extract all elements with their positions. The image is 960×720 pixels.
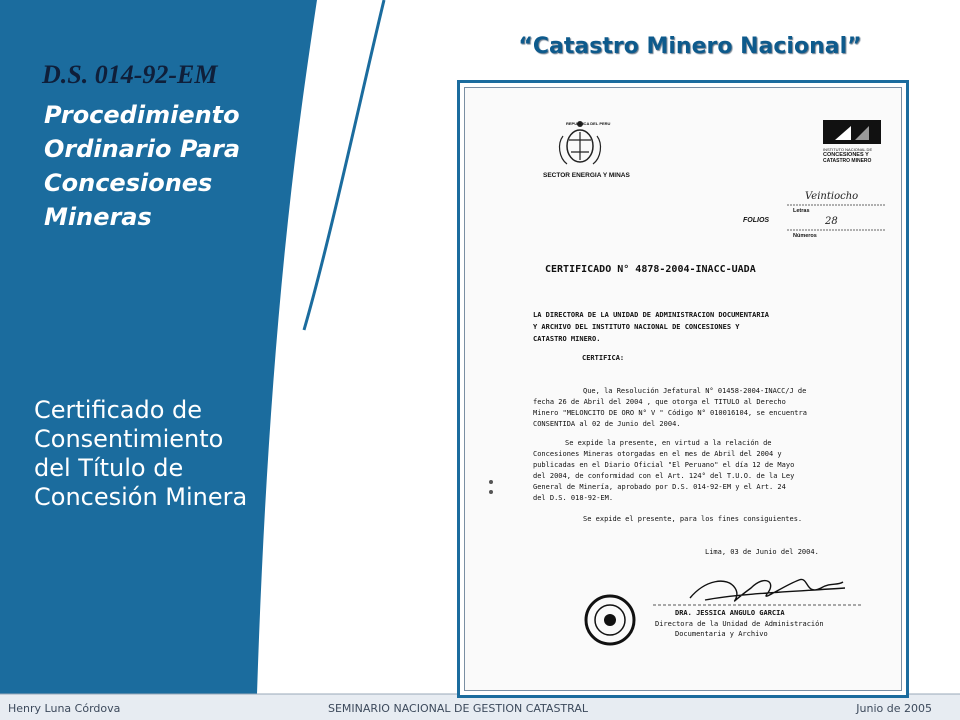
slide-title: “Catastro Minero Nacional”	[518, 34, 862, 59]
institute-line-2: CONCESIONES Y	[823, 152, 869, 158]
signature-scribble	[690, 579, 845, 601]
footer-date: Junio de 2005	[856, 702, 932, 715]
institute-line-3: CATASTRO MINERO	[823, 158, 872, 164]
folios-letters-label: Letras	[793, 208, 810, 214]
body-p2-line-4: del 2004, de conformidad con el Art. 124° del T.U.O. de la Ley	[533, 472, 795, 480]
folios-label: FOLIOS	[743, 217, 770, 224]
body-p2-line-5: General de Minería, aprobado por D.S. 014-92-EM y el Art. 24	[533, 483, 786, 491]
certifies-label: CERTIFICA:	[582, 354, 625, 362]
director-intro-line-1: LA DIRECTORA DE LA UNIDAD DE ADMINISTRACION DOCUMENTARIA	[533, 311, 770, 319]
body-p2-line-3: publicadas en el Diario Oficial "El Peruano" el día 12 de Mayo	[533, 461, 795, 469]
footer-event: SEMINARIO NACIONAL DE GESTION CATASTRAL	[328, 702, 588, 715]
punch-mark	[489, 490, 493, 494]
certificate-subtitle: Certificado de Consentimiento del Título de Concesión Minera	[34, 396, 248, 511]
body-p1-line-1: Que, la Resolución Jefatural N° 01458-2004-INACC/J de	[583, 387, 807, 395]
swoosh-line	[304, 0, 384, 330]
body-p1-line-2: fecha 26 de Abril del 2004 , que otorga el TITULO al Derecho	[533, 398, 786, 406]
peru-coat-of-arms-icon	[560, 121, 601, 164]
certificate-number: CERTIFICADO N° 4878-2004-INACC-UADA	[545, 264, 756, 275]
folios-number-handwritten: 28	[825, 216, 838, 227]
emblem-caption: REPUBLICA DEL PERU	[566, 121, 611, 126]
body-p2-line-2: Concesiones Mineras otorgadas en el mes de Abril del 2004 y	[533, 450, 782, 458]
director-intro-line-2: Y ARCHIVO DEL INSTITUTO NACIONAL DE CONCESIONES Y	[533, 323, 740, 331]
procedure-heading: Procedimiento Ordinario Para Concesiones Mineras	[44, 101, 241, 231]
signer-title-line-1: Directora de la Unidad de Administración	[655, 620, 824, 628]
punch-mark	[489, 480, 493, 484]
body-p1-line-3: Minero "MELONCITO DE ORO N° V " Código N° 010016104, se encuentra	[533, 409, 807, 417]
footer	[0, 694, 960, 720]
footer-author: Henry Luna Córdova	[8, 702, 121, 715]
body-p2-line-1: Se expide la presente, en virtud a la relación de	[565, 439, 772, 447]
body-p1-line-4: CONSENTIDA al 02 de Junio del 2004.	[533, 420, 681, 428]
body-p2-line-6: del D.S. 018-92-EM.	[533, 494, 614, 502]
folios-letters-handwritten: Veintiocho	[805, 191, 859, 202]
institute-line-1: INSTITUTO NACIONAL DE	[823, 147, 873, 152]
director-intro-line-3: CATASTRO MINERO.	[533, 335, 601, 343]
certificate-paper	[464, 87, 902, 691]
signer-name: DRA. JESSICA ANGULO GARCIA	[675, 609, 785, 617]
folios-number-label: Números	[793, 233, 817, 239]
decree-heading: D.S. 014-92-EM	[42, 60, 218, 89]
place-and-date: Lima, 03 de Junio del 2004.	[705, 548, 819, 556]
body-p3: Se expide el presente, para los fines consiguientes.	[583, 515, 803, 523]
signer-title-line-2: Documentaria y Archivo	[675, 630, 768, 638]
certificate-scan	[457, 80, 909, 698]
inacc-logo-icon	[823, 120, 881, 144]
official-seal-icon	[586, 596, 634, 644]
ministry-label: SECTOR ENERGIA Y MINAS	[543, 172, 630, 179]
